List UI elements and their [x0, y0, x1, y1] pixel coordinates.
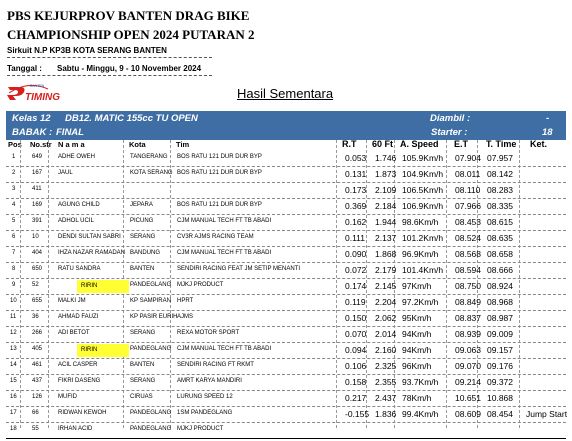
cell-60ft: 1.873: [375, 169, 397, 179]
table-row: [6, 279, 566, 295]
cell-tim: HPRT: [177, 298, 194, 304]
cell-nostr: 169: [32, 202, 43, 208]
cell-rt: 0.162: [345, 217, 367, 227]
cell-nama: DENDI SULTAN SABRI: [58, 234, 121, 240]
cell-rt: 0.217: [345, 393, 367, 403]
cell-nostr: 405: [32, 346, 43, 352]
table-row: [6, 167, 566, 183]
cell-speed: 94Km/h: [402, 345, 432, 355]
cell-tim: BOS RATU 121 DUR DUR BYP: [177, 170, 262, 176]
cell-nostr: 404: [32, 250, 43, 256]
cell-60ft: 2.145: [375, 281, 397, 291]
col-speed: A. Speed: [400, 139, 439, 149]
cell-pos: 16: [10, 394, 17, 400]
cell-nostr: 266: [32, 330, 43, 336]
col-tim: Tim: [176, 140, 190, 149]
cell-rt: 0.173: [345, 185, 367, 195]
cell-speed: 96.9Km/h: [402, 249, 439, 259]
cell-nostr: 10: [32, 234, 39, 240]
cell-speed: 99.4Km/h: [402, 409, 439, 419]
cell-nama: MUFID: [58, 394, 77, 400]
cell-pos: 4: [12, 202, 16, 208]
cell-tim: BOS RATU 121 DUR DUR BYP: [177, 202, 262, 208]
circuit-label: Sirkuit N.P KP3B KOTA SERANG BANTEN: [7, 46, 167, 55]
cell-kota: SERANG: [130, 330, 156, 336]
kelas-name: DB12. MATIC 155cc TU OPEN: [65, 113, 198, 124]
cell-kota: PANDEGLANG: [130, 410, 172, 416]
cell-nama: JAUL: [58, 170, 73, 176]
cell-nama: RIDWAN KEWOH: [58, 410, 107, 416]
diambil-value: -: [546, 113, 550, 124]
diambil-label: Diambil :: [430, 113, 471, 124]
cell-tim: REXA MOTOR SPORT: [177, 330, 240, 336]
cell-ttime: 08.615: [487, 217, 513, 227]
cell-ttime: 08.924: [487, 281, 513, 291]
cell-tim: 1SM PANDEGLANG: [177, 410, 233, 416]
class-band: [6, 111, 566, 126]
cell-et: 08.837: [455, 313, 481, 323]
cell-nama: AHMAD FAUZI: [58, 314, 99, 320]
table-row: [6, 151, 566, 167]
cell-pos: 14: [10, 362, 17, 368]
cell-speed: 93.7Km/h: [402, 377, 439, 387]
cell-60ft: 2.184: [375, 201, 397, 211]
cell-nama: ADHOL UCIL: [58, 218, 94, 224]
cell-et: 08.750: [455, 281, 481, 291]
col-ttime: T. Time: [486, 139, 517, 149]
logo-text: TIMING: [25, 92, 60, 102]
cell-60ft: 2.179: [375, 265, 397, 275]
table-row: [6, 231, 566, 247]
cell-pos: 1: [12, 154, 16, 160]
date-label: Tanggal :: [7, 64, 42, 73]
cell-rt: 0.369: [345, 201, 367, 211]
cell-60ft: 2.355: [375, 377, 397, 387]
cell-tim: AMRT KARYA MANDIRI: [177, 378, 242, 384]
table-row: [6, 423, 566, 439]
cell-tim: CJM MANUAL TECH FT TB ABADI: [177, 250, 272, 256]
cell-nama: RATU SANDRA: [58, 266, 101, 272]
col-nama: N a m a: [58, 140, 85, 149]
cell-ttime: 10.868: [487, 393, 513, 403]
babak-band: [6, 126, 566, 140]
cell-tim: SENDIRI RACING FT RKMT: [177, 362, 254, 368]
cell-tim: LURUNG SPEED 12: [177, 394, 233, 400]
cell-speed: 105.9Km/h: [402, 153, 444, 163]
cell-speed: 97.2Km/h: [402, 297, 439, 307]
cell-rt: 0.131: [345, 169, 367, 179]
event-title-line2: CHAMPIONSHIP OPEN 2024 PUTARAN 2: [7, 27, 255, 42]
cell-nostr: 437: [32, 378, 43, 384]
cell-ket: Jump Start: [526, 409, 568, 419]
cell-pos: 8: [12, 266, 16, 272]
col-et: E.T: [454, 139, 469, 149]
cell-kota: PANDEGLANG: [130, 426, 172, 432]
table-bottom-border: [6, 438, 566, 439]
cell-kota: JEPARA: [130, 202, 153, 208]
cell-nama: IHZA NAZAR RAMADAN: [58, 250, 126, 256]
cell-pos: 18: [10, 426, 17, 432]
cell-ttime: 08.635: [487, 233, 513, 243]
col-rt: R.T: [342, 139, 357, 149]
cell-et: 08.594: [455, 265, 481, 275]
cell-pos: 9: [12, 282, 16, 288]
cell-rt: 0.053: [345, 153, 367, 163]
cell-60ft: 1.746: [375, 153, 397, 163]
cell-tim: CV3R AJMS RACING TEAM: [177, 234, 254, 240]
cell-tim: CJM MANUAL TECH FT TB ABADI: [177, 218, 272, 224]
cell-kota: PANDEGLANG: [130, 282, 172, 288]
table-row: [6, 359, 566, 375]
cell-nama: RIRIN: [77, 280, 129, 293]
cell-pos: 3: [12, 186, 16, 192]
cell-et: 08.939: [455, 329, 481, 339]
cell-et: 09.070: [455, 361, 481, 371]
cell-rt: 0.072: [345, 265, 367, 275]
cell-speed: 95Km/h: [402, 313, 432, 323]
table-row: [6, 263, 566, 279]
starter-value: 18: [542, 127, 553, 138]
cell-rt: 0.070: [345, 329, 367, 339]
table-row: [6, 295, 566, 311]
cell-ttime: 08.142: [487, 169, 513, 179]
cell-kota: KP PASIR EURIH: [130, 314, 178, 320]
cell-speed: 101.2Km/h: [402, 233, 444, 243]
cell-et: 08.011: [455, 169, 481, 179]
cell-pos: 10: [10, 298, 17, 304]
starter-label: Starter :: [431, 127, 468, 138]
cell-rt: 0.150: [345, 313, 367, 323]
cell-pos: 6: [12, 234, 16, 240]
cell-kota: BANTEN: [130, 362, 155, 368]
cell-kota: SERANG: [130, 378, 156, 384]
cell-et: 08.110: [455, 185, 481, 195]
cell-tim: AJMS: [177, 314, 194, 320]
kelas-label: Kelas 12: [12, 113, 51, 124]
cell-tim: SENDIRI RACING FEAT JM SETIP MENANTI: [177, 266, 301, 272]
cell-tim: MJKJ PRODUCT: [177, 426, 224, 432]
cell-pos: 2: [12, 170, 16, 176]
cell-nostr: 52: [32, 282, 39, 288]
cell-speed: 97Km/h: [402, 281, 432, 291]
cell-kota: BANDUNG: [130, 250, 161, 256]
cell-nostr: 649: [32, 154, 43, 160]
cell-tim: CJM MANUAL TECH FT TB ABADI: [177, 346, 272, 352]
cell-kota: SERANG: [130, 234, 156, 240]
cell-ttime: 08.987: [487, 313, 513, 323]
babak-label: BABAK :: [12, 127, 53, 138]
cell-rt: 0.094: [345, 345, 367, 355]
cell-60ft: 2.109: [375, 185, 397, 195]
cell-kota: PANDEGLANG: [130, 346, 172, 352]
cell-ttime: 07.957: [487, 153, 513, 163]
cell-ttime: 09.372: [487, 377, 513, 387]
cell-60ft: 1.836: [375, 409, 397, 419]
cell-rt: 0.090: [345, 249, 367, 259]
cell-nama: ADI BETOT: [58, 330, 90, 336]
cell-speed: 106.9Km/h: [402, 201, 444, 211]
table-row: [6, 391, 566, 407]
cell-kota: CIRUAS: [130, 394, 153, 400]
cell-speed: 96Km/h: [402, 361, 432, 371]
cell-nostr: 461: [32, 362, 43, 368]
cell-speed: 78Km/h: [402, 393, 432, 403]
cell-nostr: 36: [32, 314, 39, 320]
cell-et: 08.849: [455, 297, 481, 307]
cell-kota: KP SAMPIRAN: [130, 298, 171, 304]
cell-et: 08.609: [455, 409, 481, 419]
cell-ttime: 09.009: [487, 329, 513, 339]
col-60ft: 60 Ft: [372, 139, 394, 149]
cell-nostr: 126: [32, 394, 43, 400]
cell-pos: 5: [12, 218, 16, 224]
cell-ttime: 08.666: [487, 265, 513, 275]
cell-speed: 98.6Km/h: [402, 217, 439, 227]
cell-60ft: 2.325: [375, 361, 397, 371]
cell-tim: BOS RATU 121 DUR DUR BYP: [177, 154, 262, 160]
cell-et: 09.214: [455, 377, 481, 387]
table-row: [6, 183, 566, 199]
cell-pos: 12: [10, 330, 17, 336]
logo-small-text: BANTEN: [30, 84, 45, 88]
cell-nostr: 650: [32, 266, 43, 272]
cell-kota: TANGERANG: [130, 154, 168, 160]
cell-60ft: 2.062: [375, 313, 397, 323]
cell-nostr: 55: [32, 426, 39, 432]
cell-ttime: 08.454: [487, 409, 513, 419]
cell-nostr: 66: [32, 410, 39, 416]
col-kota: Kota: [129, 140, 146, 149]
cell-et: 08.568: [455, 249, 481, 259]
cell-speed: 106.5Km/h: [402, 185, 444, 195]
col-ket: Ket.: [530, 139, 548, 149]
report-title: Hasil Sementara: [237, 86, 334, 101]
cell-nama: FIKRI DASENG: [58, 378, 101, 384]
cell-pos: 13: [10, 346, 17, 352]
cell-pos: 11: [10, 314, 17, 320]
cell-nama: RIRIN: [77, 344, 129, 357]
table-row: [6, 199, 566, 215]
cell-et: 08.453: [455, 217, 481, 227]
cell-ttime: 08.968: [487, 297, 513, 307]
cell-kota: BANTEN: [130, 266, 155, 272]
cell-ttime: 09.176: [487, 361, 513, 371]
table-row: [6, 407, 566, 423]
cell-nostr: 167: [32, 170, 43, 176]
cell-kota: KOTA SERANG: [130, 170, 173, 176]
cell-ttime: 08.335: [487, 201, 513, 211]
table-row: [6, 215, 566, 231]
cell-pos: 15: [10, 378, 17, 384]
cell-rt: 0.106: [345, 361, 367, 371]
cell-speed: 94Km/h: [402, 329, 432, 339]
cell-nama: MALKI JM: [58, 298, 86, 304]
cell-nostr: 391: [32, 218, 43, 224]
cell-60ft: 2.014: [375, 329, 397, 339]
cell-60ft: 2.137: [375, 233, 397, 243]
cell-nama: IRHAN ACID: [58, 426, 93, 432]
table-row: [6, 327, 566, 343]
cell-rt: -0.155: [345, 409, 370, 419]
table-header: [6, 140, 566, 150]
cell-et: 07.966: [455, 201, 481, 211]
divider: [7, 75, 212, 76]
cell-rt: 0.158: [345, 377, 367, 387]
cell-60ft: 2.160: [375, 345, 397, 355]
table-row: [6, 343, 566, 359]
timing-logo: [6, 84, 72, 102]
cell-60ft: 1.944: [375, 217, 397, 227]
cell-ttime: 08.283: [487, 185, 513, 195]
cell-rt: 0.174: [345, 281, 367, 291]
cell-rt: 0.119: [345, 297, 366, 307]
table-row: [6, 247, 566, 263]
cell-ttime: 08.658: [487, 249, 513, 259]
date-value: Sabtu - Minggu, 9 - 10 November 2024: [57, 64, 202, 73]
cell-pos: 17: [10, 410, 17, 416]
cell-nama: ADHE OWEH: [58, 154, 96, 160]
cell-et: 07.904: [455, 153, 481, 163]
cell-et: 09.063: [455, 345, 481, 355]
cell-et: 08.524: [455, 233, 481, 243]
table-row: [6, 311, 566, 327]
event-title-line1: PBS KEJURPROV BANTEN DRAG BIKE: [7, 8, 250, 23]
babak-value: FINAL: [56, 127, 84, 138]
cell-tim: MJKJ PRODUCT: [177, 282, 224, 288]
cell-et: 10.651: [455, 393, 481, 403]
cell-60ft: 1.868: [375, 249, 397, 259]
cell-60ft: 2.204: [375, 297, 397, 307]
cell-kota: PICUNG: [130, 218, 154, 224]
cell-speed: 104.9Km/h: [402, 169, 444, 179]
cell-pos: 7: [12, 250, 16, 256]
cell-nostr: 411: [32, 186, 42, 192]
cell-rt: 0.111: [345, 233, 366, 243]
cell-speed: 101.4Km/h: [402, 265, 444, 275]
cell-60ft: 2.437: [375, 393, 397, 403]
col-pos: Pos: [8, 140, 22, 149]
cell-nama: AGUNG CHILD: [58, 202, 100, 208]
col-nostr: No.str: [30, 140, 52, 149]
divider: [7, 57, 212, 58]
cell-ttime: 09.157: [487, 345, 513, 355]
table-row: [6, 375, 566, 391]
cell-nostr: 655: [32, 298, 43, 304]
cell-nama: ACIL CASPER: [58, 362, 98, 368]
